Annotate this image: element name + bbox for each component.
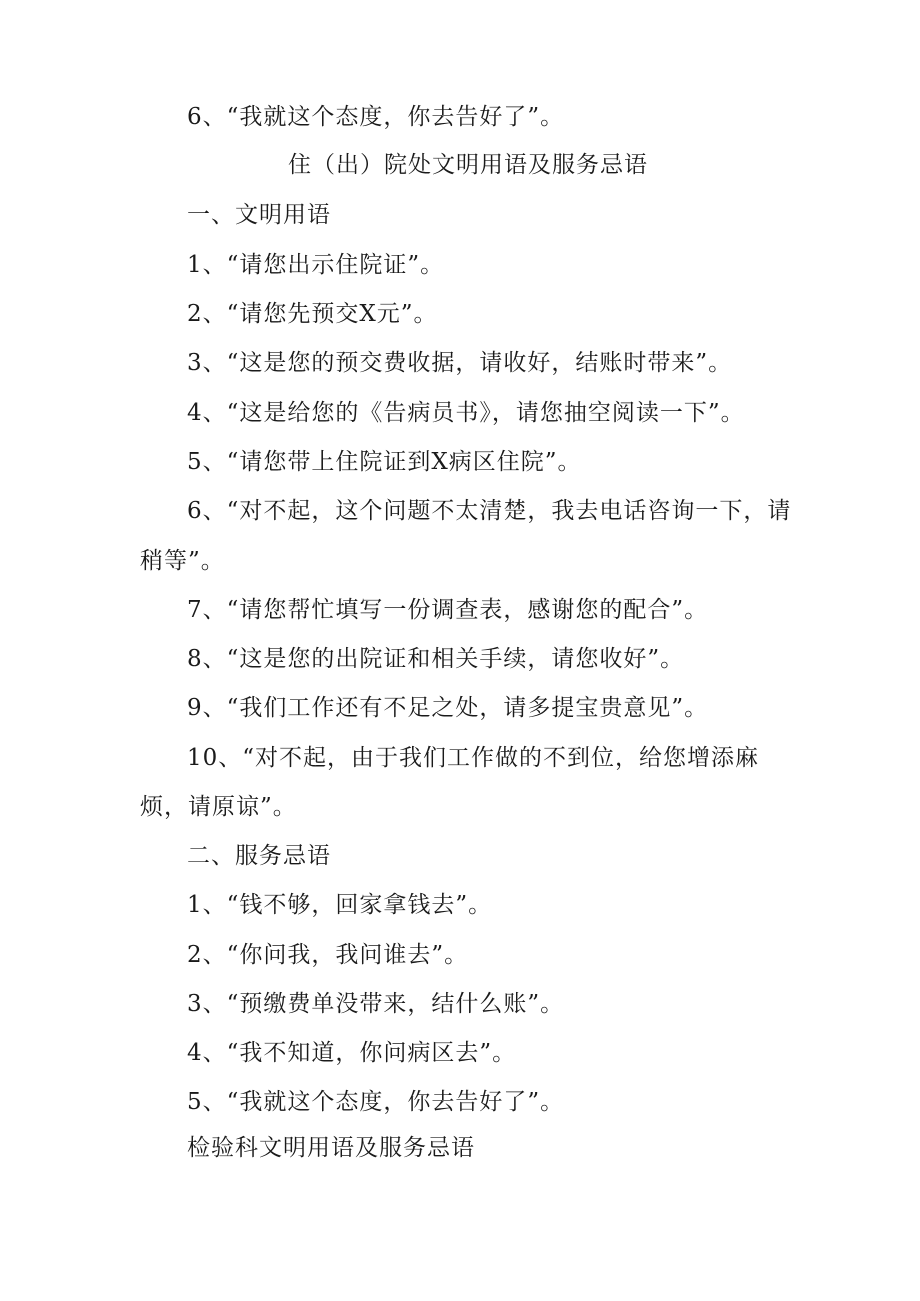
taboo-item-3: 3、“预缴费单没带来，结什么账”。 <box>187 991 565 1017</box>
civil-item-2: 2、“请您先预交X元”。 <box>187 301 438 327</box>
civil-item-7: 7、“请您帮忙填写一份调查表，感谢您的配合”。 <box>187 597 709 623</box>
top-item: 6、“我就这个态度，你去告好了”。 <box>187 104 565 130</box>
taboo-item-1: 1、“钱不够，回家拿钱去”。 <box>187 892 493 918</box>
section-title: 住（出）院处文明用语及服务忌语 <box>288 152 648 178</box>
civil-item-3: 3、“这是您的预交费收据，请收好，结账时带来”。 <box>187 350 733 376</box>
civil-item-4: 4、“这是给您的《告病员书》，请您抽空阅读一下”。 <box>187 400 745 426</box>
taboo-item-4: 4、“我不知道，你问病区去”。 <box>187 1040 517 1066</box>
taboo-item-5: 5、“我就这个态度，你去告好了”。 <box>187 1089 565 1115</box>
civil-item-9: 9、“我们工作还有不足之处，请多提宝贵意见”。 <box>187 695 709 721</box>
civil-item-10-cont: 烦，请原谅”。 <box>140 794 297 820</box>
civil-heading: 一、文明用语 <box>187 202 331 228</box>
taboo-heading: 二、服务忌语 <box>187 843 331 869</box>
civil-item-10: 10、“对不起，由于我们工作做的不到位，给您增添麻 <box>187 745 760 771</box>
taboo-item-2: 2、“你问我，我问谁去”。 <box>187 942 469 968</box>
civil-item-1: 1、“请您出示住院证”。 <box>187 252 445 278</box>
next-section-title: 检验科文明用语及服务忌语 <box>187 1135 475 1161</box>
civil-item-6: 6、“对不起，这个问题不太清楚，我去电话咨询一下，请 <box>187 498 792 524</box>
civil-item-5: 5、“请您带上住院证到X病区住院”。 <box>187 449 582 475</box>
civil-item-6-cont: 稍等”。 <box>140 548 225 574</box>
civil-item-8: 8、“这是您的出院证和相关手续，请您收好”。 <box>187 646 685 672</box>
